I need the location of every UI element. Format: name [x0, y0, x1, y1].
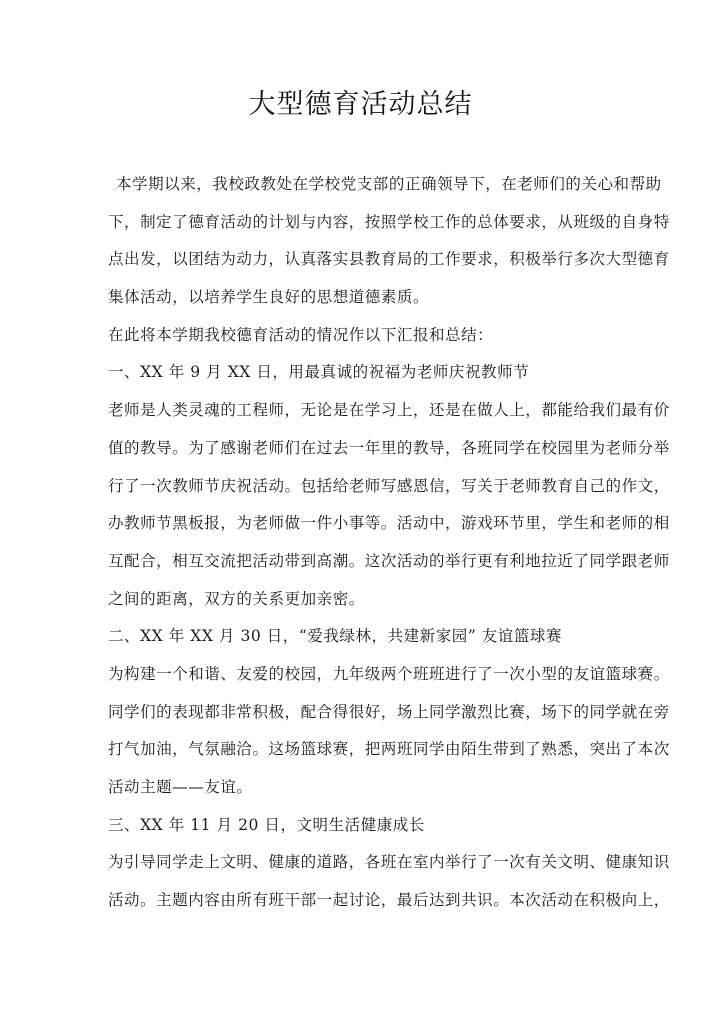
section-1-line-1: 老师是人类灵魂的工程师，无论是在学习上，还是在做人上，都能给我们最有价: [108, 401, 670, 420]
section-2-line-2: 同学们的表现都非常积极，配合得很好，场上同学激烈比赛，场下的同学就在旁: [108, 702, 670, 721]
paragraph-intro-line-4: 集体活动，以培养学生良好的思想道德素质。: [108, 288, 430, 307]
section-2-line-1: 为构建一个和谐、友爱的校园，九年级两个班班进行了一次小型的友谊篮球赛。: [108, 664, 670, 683]
paragraph-intro-line-3: 点出发，以团结为动力，认真落实县教育局的工作要求，积极举行多次大型德育: [108, 250, 670, 269]
section-heading-1: 一、XX 年 9 月 XX 日，用最真诚的祝福为老师庆祝教师节: [108, 363, 530, 382]
section-3-line-1: 为引导同学走上文明、健康的道路，各班在室内举行了一次有关文明、健康知识: [108, 853, 670, 872]
section-1-line-5: 互配合，相互交流把活动带到高潮。这次活动的举行更有利地拉近了同学跟老师: [108, 551, 670, 570]
section-1-line-6: 之间的距离，双方的关系更加亲密。: [108, 589, 365, 608]
section-1-line-2: 值的教导。为了感谢老师们在过去一年里的教导，各班同学在校园里为老师分举: [108, 438, 670, 457]
document-title: 大型德育活动总结: [248, 89, 473, 120]
section-3-line-2: 活动。主题内容由所有班干部一起讨论，最后达到共识。本次活动在积极向上，: [108, 891, 670, 910]
section-heading-2: 二、XX 年 XX 月 30 日，“爱我绿林，共建新家园” 友谊篮球赛: [108, 627, 563, 646]
paragraph-intro-line-1: 本学期以来，我校政教处在学校党支部的正确领导下，在老师们的关心和帮助: [116, 175, 662, 193]
section-2-line-4: 活动主题——友谊。: [108, 778, 253, 796]
paragraph-summary-intro: 在此将本学期我校德育活动的情况作以下汇报和总结：: [108, 325, 494, 344]
section-2-line-3: 打气加油，气氛融洽。这场篮球赛，把两班同学由陌生带到了熟悉，突出了本次: [108, 740, 670, 759]
section-1-line-3: 行了一次教师节庆祝活动。包括给老师写感恩信，写关于老师教育自己的作文，: [108, 476, 670, 495]
paragraph-intro-line-2: 下，制定了德育活动的计划与内容，按照学校工作的总体要求，从班级的自身特: [108, 212, 670, 231]
section-heading-3: 三、XX 年 11 月 20 日，文明生活健康成长: [108, 815, 425, 834]
section-1-line-4: 办教师节黑板报，为老师做一件小事等。活动中，游戏环节里，学生和老师的相: [108, 514, 670, 533]
document-body: [108, 166, 670, 920]
